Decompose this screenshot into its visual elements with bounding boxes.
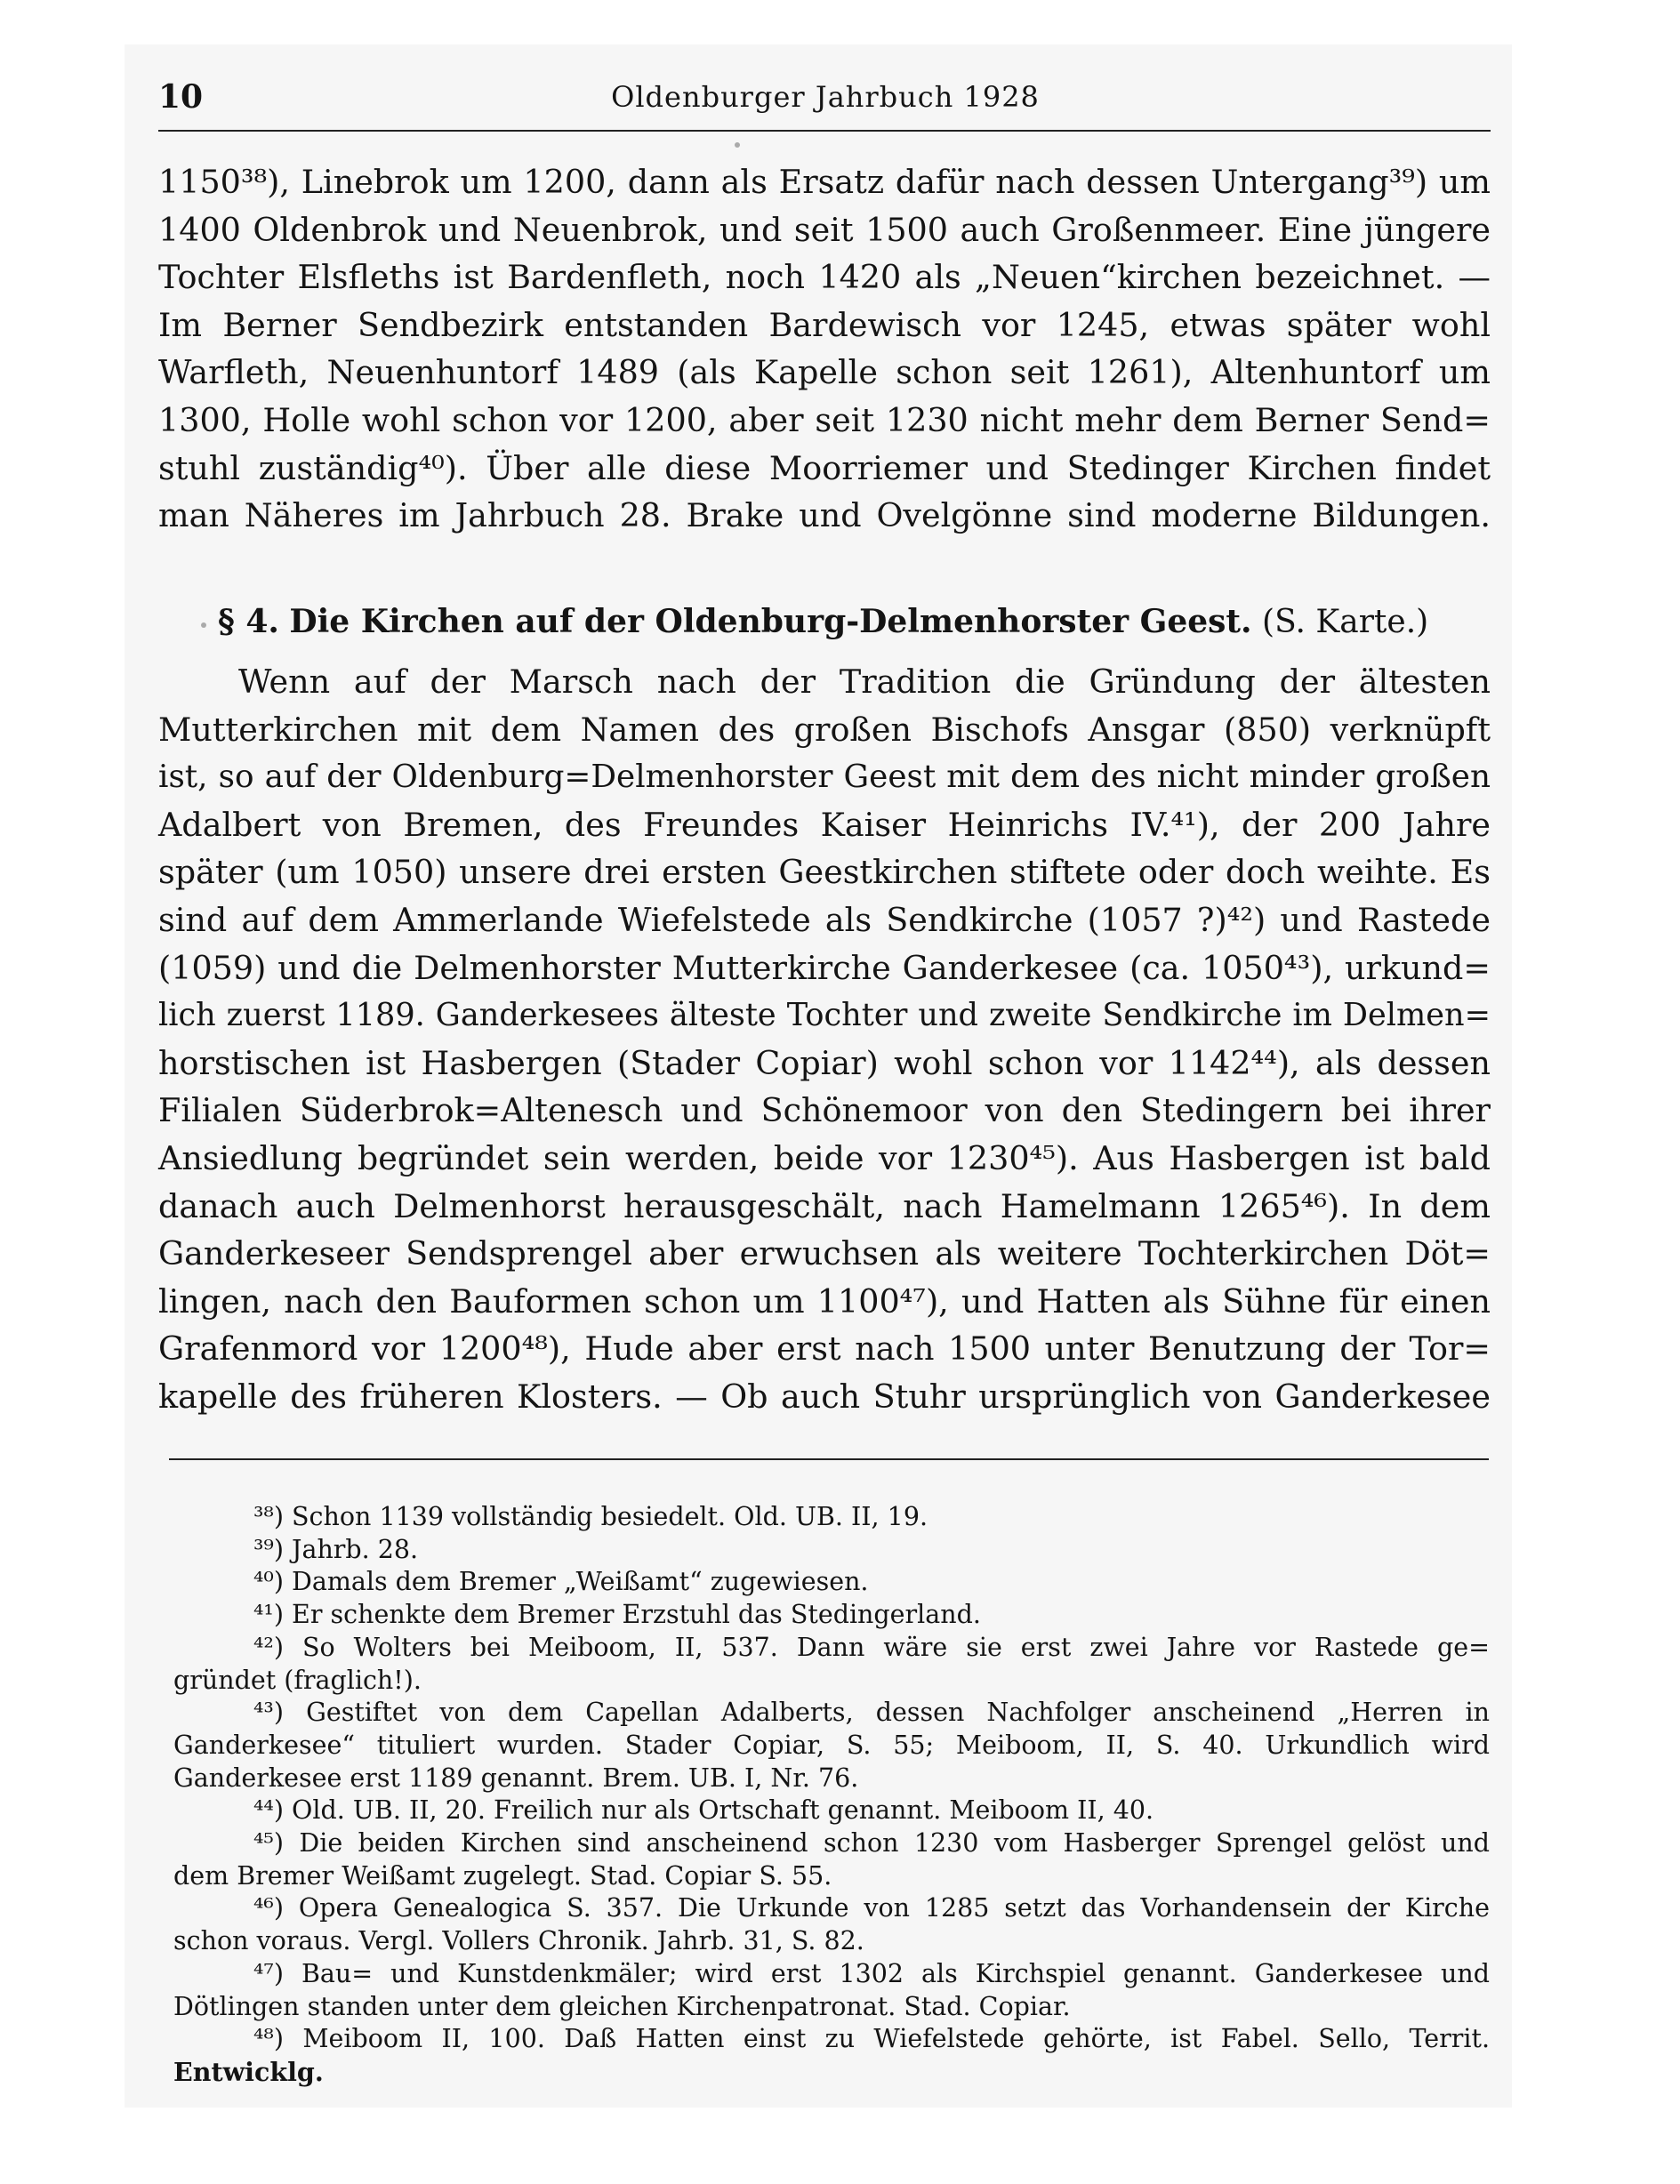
section-heading [218,598,1463,646]
section-note: (S. Karte.) [1262,604,1429,640]
text-line: 1300, Holle wohl schon vor 1200, aber seit 1230 nicht mehr dem Berner Send= [158,400,1491,439]
footnote-line: ⁴²) So Wolters bei Meiboom, II, 537. Dann wäre sie erst zwei Jahre vor Rastede ge= [253,1632,1490,1662]
footnote-line: ³⁸) Schon 1139 vollständig besiedelt. Old. UB. II, 19. [253,1502,928,1531]
text-line: Ansiedlung begründet sein werden, beide vor 1230⁴⁵). Aus Hasbergen ist bald [158,1138,1491,1177]
footnote-line: ⁴⁸) Meiboom II, 100. Daß Hatten einst zu Wiefelstede gehörte, ist Fabel. Sello, Territ. [253,2024,1490,2054]
intro-paragraph [158,158,1491,540]
footnote-line: schon voraus. Vergl. Vollers Chronik. Jahrb. 31, S. 82. [173,1926,864,1956]
text-line: 1400 Oldenbrok und Neuenbrok, und seit 1500 auch Großenmeer. Eine jüngere [158,210,1491,249]
footnote-line: ³⁹) Jahrb. 28. [253,1534,419,1564]
footnote-line: ⁴⁴) Old. UB. II, 20. Freilich nur als Ortschaft genannt. Meiboom II, 40. [253,1795,1154,1826]
footnote-line: Ganderkesee“ tituliert wurden. Stader Copiar, S. 55; Meiboom, II, S. 40. Urkundlich wird [173,1730,1490,1760]
footnote-line: ⁴⁷) Bau= und Kunstdenkmäler; wird erst 1302 als Kirchspiel genannt. Ganderkesee und [253,1958,1490,1988]
footnote-line: Ganderkesee erst 1189 genannt. Brem. UB. I, Nr. 76. [173,1762,859,1793]
text-line: kapelle des früheren Klosters. — Ob auch Stuhr ursprünglich von Ganderkesee [158,1377,1491,1416]
text-line: danach auch Delmenhorst herausgeschält, nach Hamelmann 1265⁴⁶). In dem [158,1186,1491,1225]
speck [201,622,206,628]
text-line: Wenn auf der Marsch nach der Tradition die Gründung der ältesten [238,662,1491,701]
text-line: Tochter Elsfleths ist Bardenfleth, noch 1420 als „Neuen“kirchen bezeichnet. — [158,258,1491,297]
text-line: sind auf dem Ammerlande Wiefelstede als Sendkirche (1057 ?)⁴²) und Rastede [158,900,1491,939]
running-title: Oldenburger Jahrbuch 1928 [611,80,1040,114]
section-number: § 4. [218,603,279,640]
page-header [158,78,1492,128]
section-title: Die Kirchen auf der Oldenburg-Delmenhorster Geest. [289,603,1252,640]
footnote-line: gründet (fraglich!). [173,1665,422,1695]
text-line: man Näheres im Jahrbuch 28. Brake und Ovelgönne sind moderne Bildungen. [158,496,1491,535]
text-line: Grafenmord vor 1200⁴⁸), Hude aber erst nach 1500 unter Benutzung der Tor= [158,1329,1491,1369]
text-line: lingen, nach den Bauformen schon um 1100⁴⁷), und Hatten als Sühne für einen [158,1281,1491,1321]
text-line: Adalbert von Bremen, des Freundes Kaiser Heinrichs IV.⁴¹), der 200 Jahre [158,805,1491,844]
text-line: Warfleth, Neuenhuntorf 1489 (als Kapelle schon seit 1261), Altenhuntorf um [158,353,1491,392]
footnote-line: ⁴¹) Er schenkte dem Bremer Erzstuhl das Stedingerland. [253,1600,981,1630]
footnote-line: Entwicklg. [173,2056,324,2087]
header-rule [158,130,1491,132]
text-line: 1150³⁸), Linebrok um 1200, dann als Ersatz dafür nach dessen Untergang³⁹) um [158,163,1491,201]
footnote-line: ⁴⁶) Opera Genealogica S. 357. Die Urkunde von 1285 setzt das Vorhandensein der Kirche [253,1893,1490,1923]
text-line: Im Berner Sendbezirk entstanden Bardewisch vor 1245, etwas später wohl [158,305,1491,344]
text-line: später (um 1050) unsere drei ersten Geestkirchen stiftete oder doch weihte. Es [158,853,1491,892]
text-line: lich zuerst 1189. Ganderkesees älteste Tochter und zweite Sendkirche im Delmen= [158,997,1491,1034]
text-line: (1059) und die Delmenhorster Mutterkirche Ganderkesee (ca. 1050⁴³), urkund= [158,948,1491,987]
footnote-line: Dötlingen standen unter dem gleichen Kirchenpatronat. Stad. Copiar. [173,1991,1071,2021]
speck [735,142,740,148]
text-line: ist, so auf der Oldenburg=Delmenhorster Geest mit dem des nicht minder großen [158,759,1491,796]
text-line: Mutterkirchen mit dem Namen des großen Bischofs Ansgar (850) verknüpft [158,710,1491,749]
footnotes [173,1501,1490,2089]
footnote-line: ⁴³) Gestiftet von dem Capellan Adalberts, dessen Nachfolger anscheinend „Herren in [253,1698,1490,1728]
footnote-line: ⁴⁵) Die beiden Kirchen sind anscheinend schon 1230 vom Hasberger Sprengel gelöst und [253,1828,1490,1859]
footnote-rule [169,1458,1489,1460]
text-line: Filialen Süderbrok=Altenesch und Schönemoor von den Stedingern bei ihrer [158,1091,1491,1130]
footnote-line: ⁴⁰) Damals dem Bremer „Weißamt“ zugewiesen. [253,1567,869,1597]
text-line: horstischen ist Hasbergen (Stader Copiar) wohl schon vor 1142⁴⁴), als dessen [158,1043,1491,1082]
footnote-line: dem Bremer Weißamt zugelegt. Stad. Copiar S. 55. [173,1860,832,1891]
main-paragraph [158,658,1491,1421]
page-number: 10 [158,78,204,116]
text-line: Ganderkeseer Sendsprengel aber erwuchsen als weitere Tochterkirchen Döt= [158,1234,1491,1273]
text-line: stuhl zuständig⁴⁰). Über alle diese Moorriemer und Stedinger Kirchen findet [158,448,1491,487]
